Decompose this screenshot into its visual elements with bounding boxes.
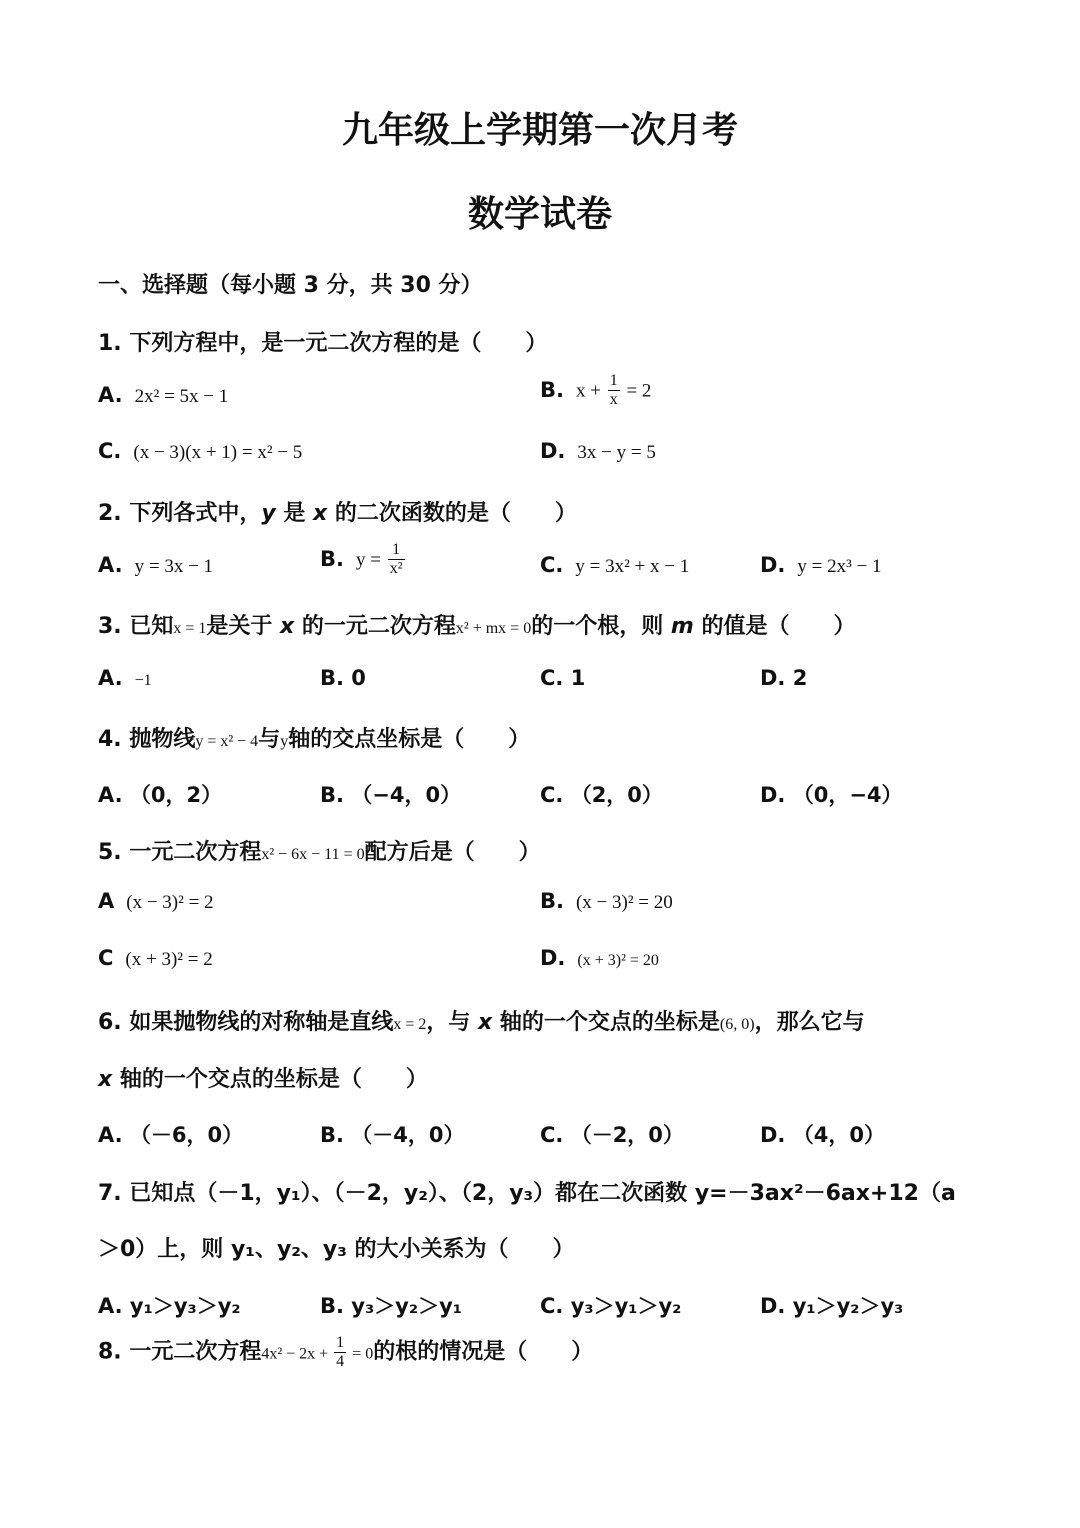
q6-option-d[interactable]: D. （4，0） [760, 1123, 885, 1147]
q7-option-a[interactable]: A. y₁＞y₃＞y₂ [98, 1294, 241, 1318]
fraction: $\frac{1}{\text{x²}}$ [389, 541, 403, 577]
q4-option-b[interactable]: B. （−4，0） [320, 783, 462, 807]
question-7-stem-line1: 7. 已知点（－1，y₁）、（－2，y₂）、（2，y₃）都在二次函数 y=－3ax²－6ax+12（a [98, 1181, 956, 1206]
q6-option-b[interactable]: B. （－4，0） [320, 1123, 465, 1147]
q7-option-d[interactable]: D. y₁＞y₂＞y₃ [760, 1294, 904, 1318]
question-4-stem: 4. 抛物线y = x² − 4与y轴的交点坐标是（ ） [98, 727, 531, 752]
question-8-stem: 8. 一元二次方程4x² − 2x + $\frac{1}{4}$ = 0的根的情况是（ ） [98, 1334, 594, 1370]
q5-option-b[interactable]: B. (x − 3)² = 20 [540, 889, 673, 913]
q3-option-c[interactable]: C. 1 [540, 666, 586, 690]
q1-option-d[interactable]: D. 3x − y = 5 [540, 439, 656, 463]
q1-option-c[interactable]: C. (x − 3)(x + 1) = x² − 5 [98, 439, 303, 463]
fraction: $\frac{1}{4}$ [336, 1334, 345, 1370]
q1-option-a[interactable]: A. 2x² = 5x − 1 [98, 383, 229, 407]
q5-option-d[interactable]: D. (x + 3)² = 20 [540, 946, 659, 970]
q4-option-c[interactable]: C. （2，0） [540, 783, 663, 807]
q2-option-b[interactable]: B. y = $\frac{1}{\text{x²}}$ [320, 541, 403, 577]
q3-option-d[interactable]: D. 2 [760, 666, 808, 690]
q7-option-c[interactable]: C. y₃＞y₁＞y₂ [540, 1294, 682, 1318]
q7-option-b[interactable]: B. y₃＞y₂＞y₁ [320, 1294, 462, 1318]
q2-option-a[interactable]: A. y = 3x − 1 [98, 553, 214, 577]
q6-option-c[interactable]: C. （－2，0） [540, 1123, 684, 1147]
q4-option-d[interactable]: D. （0，−4） [760, 783, 903, 807]
question-5-stem: 5. 一元二次方程x² − 6x − 11 = 0配方后是（ ） [98, 840, 541, 865]
q5-option-c[interactable]: C (x + 3)² = 2 [98, 946, 213, 970]
question-7-stem-line2: ＞0）上，则 y₁、y₂、y₃ 的大小关系为（ ） [98, 1237, 575, 1262]
q2-option-d[interactable]: D. y = 2x³ − 1 [760, 553, 882, 577]
q3-option-b[interactable]: B. 0 [320, 666, 366, 690]
q6-option-a[interactable]: A. （－6，0） [98, 1123, 244, 1147]
q1-option-b[interactable]: B. x + $\frac{1}{x}$ = 2 [540, 372, 652, 408]
fraction: $\frac{1}{x}$ [609, 372, 618, 408]
question-6-stem-line1: 6. 如果抛物线的对称轴是直线x = 2，与 x 轴的一个交点的坐标是(6, 0)，那么它与 [98, 1010, 865, 1035]
question-6-stem-line2: x 轴的一个交点的坐标是（ ） [98, 1067, 428, 1092]
q5-option-a[interactable]: A (x − 3)² = 2 [98, 889, 214, 913]
section-heading: 一、选择题（每小题 3 分，共 30 分） [98, 273, 483, 298]
q2-option-c[interactable]: C. y = 3x² + x − 1 [540, 553, 690, 577]
question-1-stem: 1. 下列方程中，是一元二次方程的是（ ） [98, 331, 548, 356]
q3-option-a[interactable]: A. −1 [98, 666, 152, 690]
page-subtitle: 数学试卷 [467, 194, 612, 235]
question-3-stem: 3. 已知x = 1是关于 x 的一元二次方程x² + mx = 0的一个根，则 m 的值是（ ） [98, 614, 856, 639]
q4-option-a[interactable]: A. （0，2） [98, 783, 223, 807]
question-2-stem: 2. 下列各式中，y 是 x 的二次函数的是（ ） [98, 501, 577, 526]
page-title: 九年级上学期第一次月考 [341, 110, 738, 151]
